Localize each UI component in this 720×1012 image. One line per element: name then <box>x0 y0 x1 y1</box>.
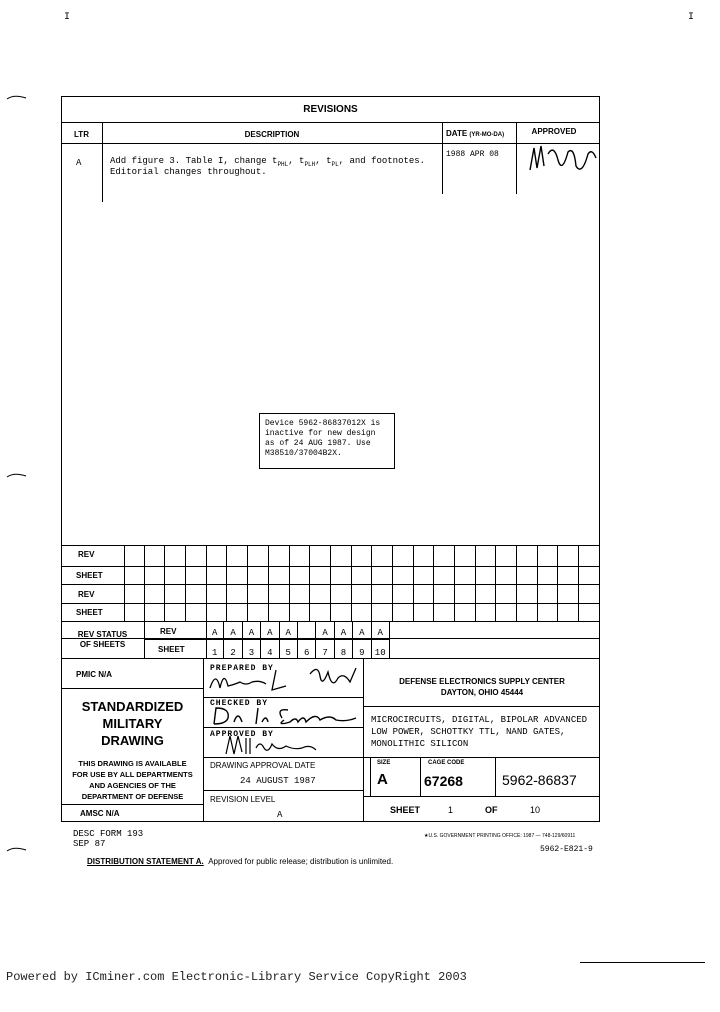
grid-cell <box>414 545 435 621</box>
grid-sheet-label: SHEET <box>76 608 103 617</box>
grid-cell <box>310 545 331 621</box>
powered-by-footer: Powered by ICminer.com Electronic-Library Service CopyRight 2003 <box>6 970 467 984</box>
grid-cell <box>538 545 559 621</box>
approval-date-label: DRAWING APPROVAL DATE <box>210 761 316 770</box>
grid-cell: A <box>206 621 224 639</box>
cage-code-label: CAGE CODE <box>428 760 465 766</box>
drawing-title: MICROCIRCUITS, DIGITAL, BIPOLAR ADVANCED LOW POWER, SCHOTTKY TTL, NAND GATES, MONOLITHIC SILICON <box>371 715 588 749</box>
pmic: PMIC N/A <box>76 670 112 679</box>
cage-code: 67268 <box>424 773 463 789</box>
grid-rev-label: REV <box>78 550 95 559</box>
grid-rev-label: REV <box>78 590 95 599</box>
grid-cell: 1 <box>206 639 224 659</box>
grid-cell: A <box>335 621 353 639</box>
size-value: A <box>377 771 388 788</box>
sheet-label: SHEET <box>390 805 421 815</box>
scan-artifact-mark <box>6 94 28 102</box>
grid-cell: 10 <box>372 639 390 659</box>
revision-date: 1988 APR 08 <box>446 150 499 159</box>
revision-level: A <box>277 810 283 820</box>
approved-by-signature <box>216 730 326 758</box>
grid-cell: A <box>353 621 371 639</box>
grid-cell <box>372 545 393 621</box>
grid-cell: A <box>261 621 279 639</box>
grid-cell: 6 <box>298 639 316 659</box>
grid-cell <box>393 545 414 621</box>
grid-cell <box>476 545 497 621</box>
scan-mark-left: I <box>64 12 71 23</box>
grid-cell <box>455 545 476 621</box>
scan-artifact-mark <box>6 472 28 480</box>
scan-mark-right: I <box>688 12 695 23</box>
grid-cell <box>124 545 145 621</box>
col-header-approved: APPROVED <box>531 127 577 136</box>
rev-status-label: REV STATUS OF SHEETS <box>77 630 128 649</box>
inactive-notice-text: Device 5962-86837012X is inactive for new design as of 24 AUG 1987. Use M38510/37004B2X. <box>265 419 381 458</box>
scan-artifact-mark <box>6 846 28 854</box>
distribution-statement: DISTRIBUTION STATEMENT A. Approved for public release; distribution is unlimited. <box>87 857 394 866</box>
revision-description-line2: Editorial changes throughout. <box>110 167 267 177</box>
revision-description-line1: Add figure 3. Table I, change $t_{PHL}$, $t_{PLH}$, $t_{PL}$, and footnotes. <box>110 156 426 168</box>
agency: DEFENSE ELECTRONICS SUPPLY CENTER DAYTON, OHIO 45444 <box>399 677 565 697</box>
rev-status-sheet-row <box>206 639 390 659</box>
grid-cell: A <box>224 621 242 639</box>
revision-level-label: REVISION LEVEL <box>210 795 276 804</box>
revision-letter: A <box>76 158 82 168</box>
grid-cell: 7 <box>316 639 334 659</box>
grid-cell <box>558 545 579 621</box>
grid-cell <box>352 545 373 621</box>
grid-cell <box>248 545 269 621</box>
grid-cell <box>207 545 228 621</box>
drawing-number: 5962-86837 <box>502 772 577 788</box>
grid-cell <box>434 545 455 621</box>
grid-cell <box>165 545 186 621</box>
col-header-date: DATE (YR-MO-DA) <box>446 129 505 138</box>
grid-cell: 9 <box>353 639 371 659</box>
grid-cell <box>186 545 207 621</box>
rev-status-rev-label: REV <box>160 627 177 636</box>
grid-cell <box>290 545 311 621</box>
sheet-number: 1 <box>448 805 454 815</box>
gpo-notice: ★U.S. GOVERNMENT PRINTING OFFICE: 1987 — 748-129/60911 <box>424 833 576 839</box>
grid-cell: A <box>280 621 298 639</box>
availability-statement: THIS DRAWING IS AVAILABLE FOR USE BY ALL DEPARTMENTS AND AGENCIES OF THE DEPARTMENT OF DEFENSE <box>72 759 193 801</box>
grid-cell: 5 <box>280 639 298 659</box>
grid-cell: 3 <box>243 639 261 659</box>
form-number: DESC FORM 193 SEP 87 <box>73 829 144 849</box>
grid-cell: 2 <box>224 639 242 659</box>
grid-cell: A <box>316 621 334 639</box>
grid-cell: 8 <box>335 639 353 659</box>
prepared-by-label: PREPARED BY <box>210 664 274 673</box>
amsc: AMSC N/A <box>80 809 120 818</box>
grid-cell <box>145 545 166 621</box>
grid-cell <box>517 545 538 621</box>
col-header-description: DESCRIPTION <box>244 130 300 139</box>
grid-sheet-label: SHEET <box>76 571 103 580</box>
grid-cell <box>496 545 517 621</box>
approved-by-label: APPROVED BY <box>210 730 274 739</box>
grid-cell <box>298 621 316 639</box>
grid-cell: A <box>372 621 390 639</box>
col-header-ltr: LTR <box>74 130 89 139</box>
grid-cell <box>269 545 290 621</box>
approval-date: 24 AUGUST 1987 <box>240 776 316 786</box>
grid-cell <box>331 545 352 621</box>
prepared-by-signature <box>206 660 366 696</box>
rev-status-sheet-label: SHEET <box>158 645 185 654</box>
standardized-military-drawing: STANDARDIZED MILITARY DRAWING <box>81 699 184 748</box>
checked-by-signature <box>206 704 366 728</box>
size-label: SIZE <box>377 760 391 766</box>
of-label: OF <box>485 805 498 815</box>
rev-status-rev-row <box>206 621 390 639</box>
grid-cell: A <box>243 621 261 639</box>
grid-cell: 4 <box>261 639 279 659</box>
revisions-title: REVISIONS <box>303 104 358 115</box>
sheet-total: 10 <box>530 805 541 815</box>
approval-signature <box>524 140 600 184</box>
continuation-sheet-grid <box>124 545 600 621</box>
grid-cell <box>227 545 248 621</box>
doc-code: 5962-E821-9 <box>540 845 593 854</box>
grid-cell <box>579 545 600 621</box>
checked-by-label: CHECKED BY <box>210 699 269 708</box>
